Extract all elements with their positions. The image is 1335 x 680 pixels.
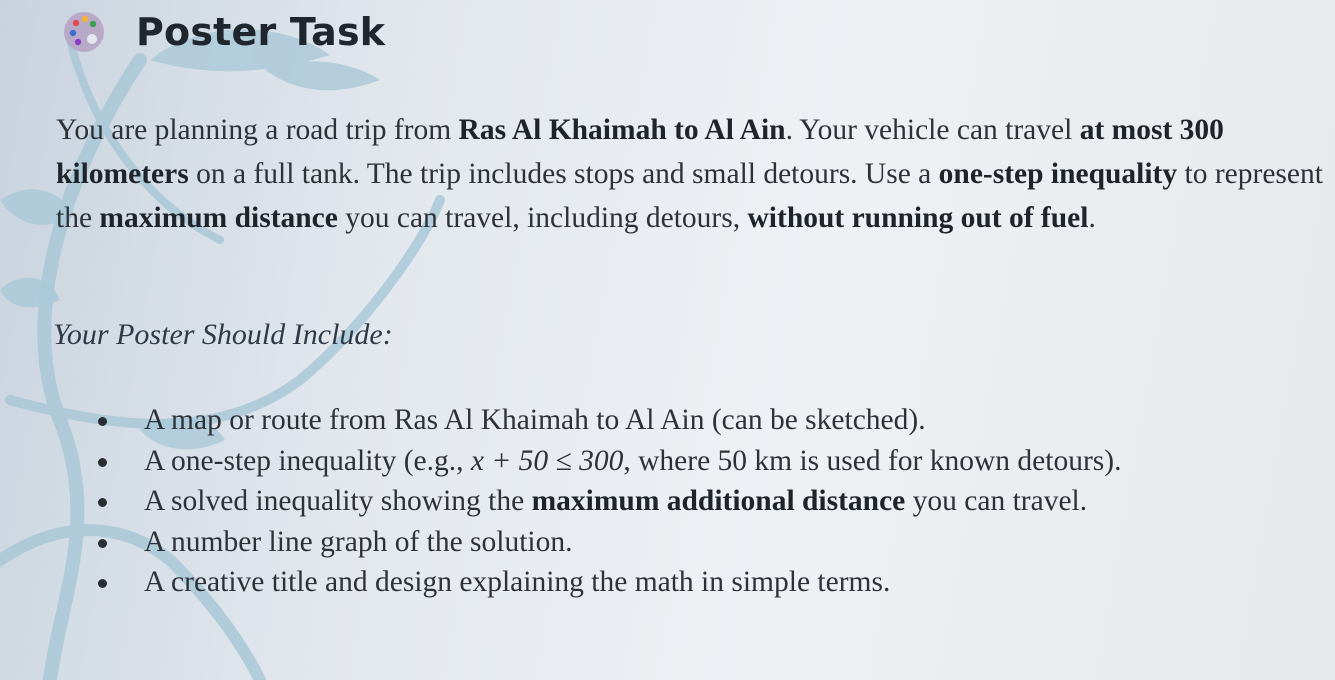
list-item [98, 562, 1318, 603]
list-item-text: , where 50 km is used for known detours). [623, 444, 1122, 477]
list-item-bold: maximum additional distance [531, 485, 906, 517]
list-item-text: you can travel. [905, 485, 1088, 517]
list-item-text: A map or route from Ras Al Khaimah to Al Ain (can be sketched). [144, 404, 926, 436]
inequality-example: x + 50 ≤ 300 [470, 444, 624, 477]
description-bold-inequality: one-step inequality [938, 158, 1178, 190]
list-item [98, 481, 1318, 522]
description-text: on a full tank. The trip includes stops and small detours. Use a [188, 158, 939, 190]
list-item [98, 400, 1318, 441]
list-item-text: A one-step inequality (e.g., [144, 444, 471, 477]
description-text: You are planning a road trip from [56, 114, 459, 146]
list-item-text: A number line graph of the solution. [144, 525, 573, 558]
description-bold-fuel: without running out of fuel [747, 202, 1089, 234]
description-bold-limit: at most 300 kilometers [56, 114, 1224, 190]
bullet-icon [98, 417, 107, 426]
description-text: . Your vehicle can travel [785, 114, 1080, 146]
page-title: Poster Task [136, 10, 386, 54]
bullet-icon [98, 498, 107, 507]
description-bold-max-distance: maximum distance [99, 202, 338, 234]
description-text: . [1088, 202, 1096, 234]
title-row [62, 10, 385, 54]
list-item-text: A creative title and design explaining the math in simple terms. [144, 566, 891, 598]
description-bold-route: Ras Al Khaimah to Al Ain [458, 114, 786, 146]
bullet-icon [98, 539, 107, 548]
bullet-icon [98, 579, 107, 588]
description-text: to represent the [56, 158, 1323, 234]
poster-requirements-heading: Your Poster Should Include: [53, 318, 393, 351]
requirements-list [98, 400, 1318, 603]
bullet-icon [98, 458, 107, 467]
description-text: you can travel, including detours, [337, 202, 748, 234]
list-item [98, 522, 1318, 563]
task-description [56, 108, 1326, 240]
list-item-text: A solved inequality showing the [144, 485, 532, 517]
list-item [98, 441, 1318, 482]
palette-icon [62, 10, 106, 54]
